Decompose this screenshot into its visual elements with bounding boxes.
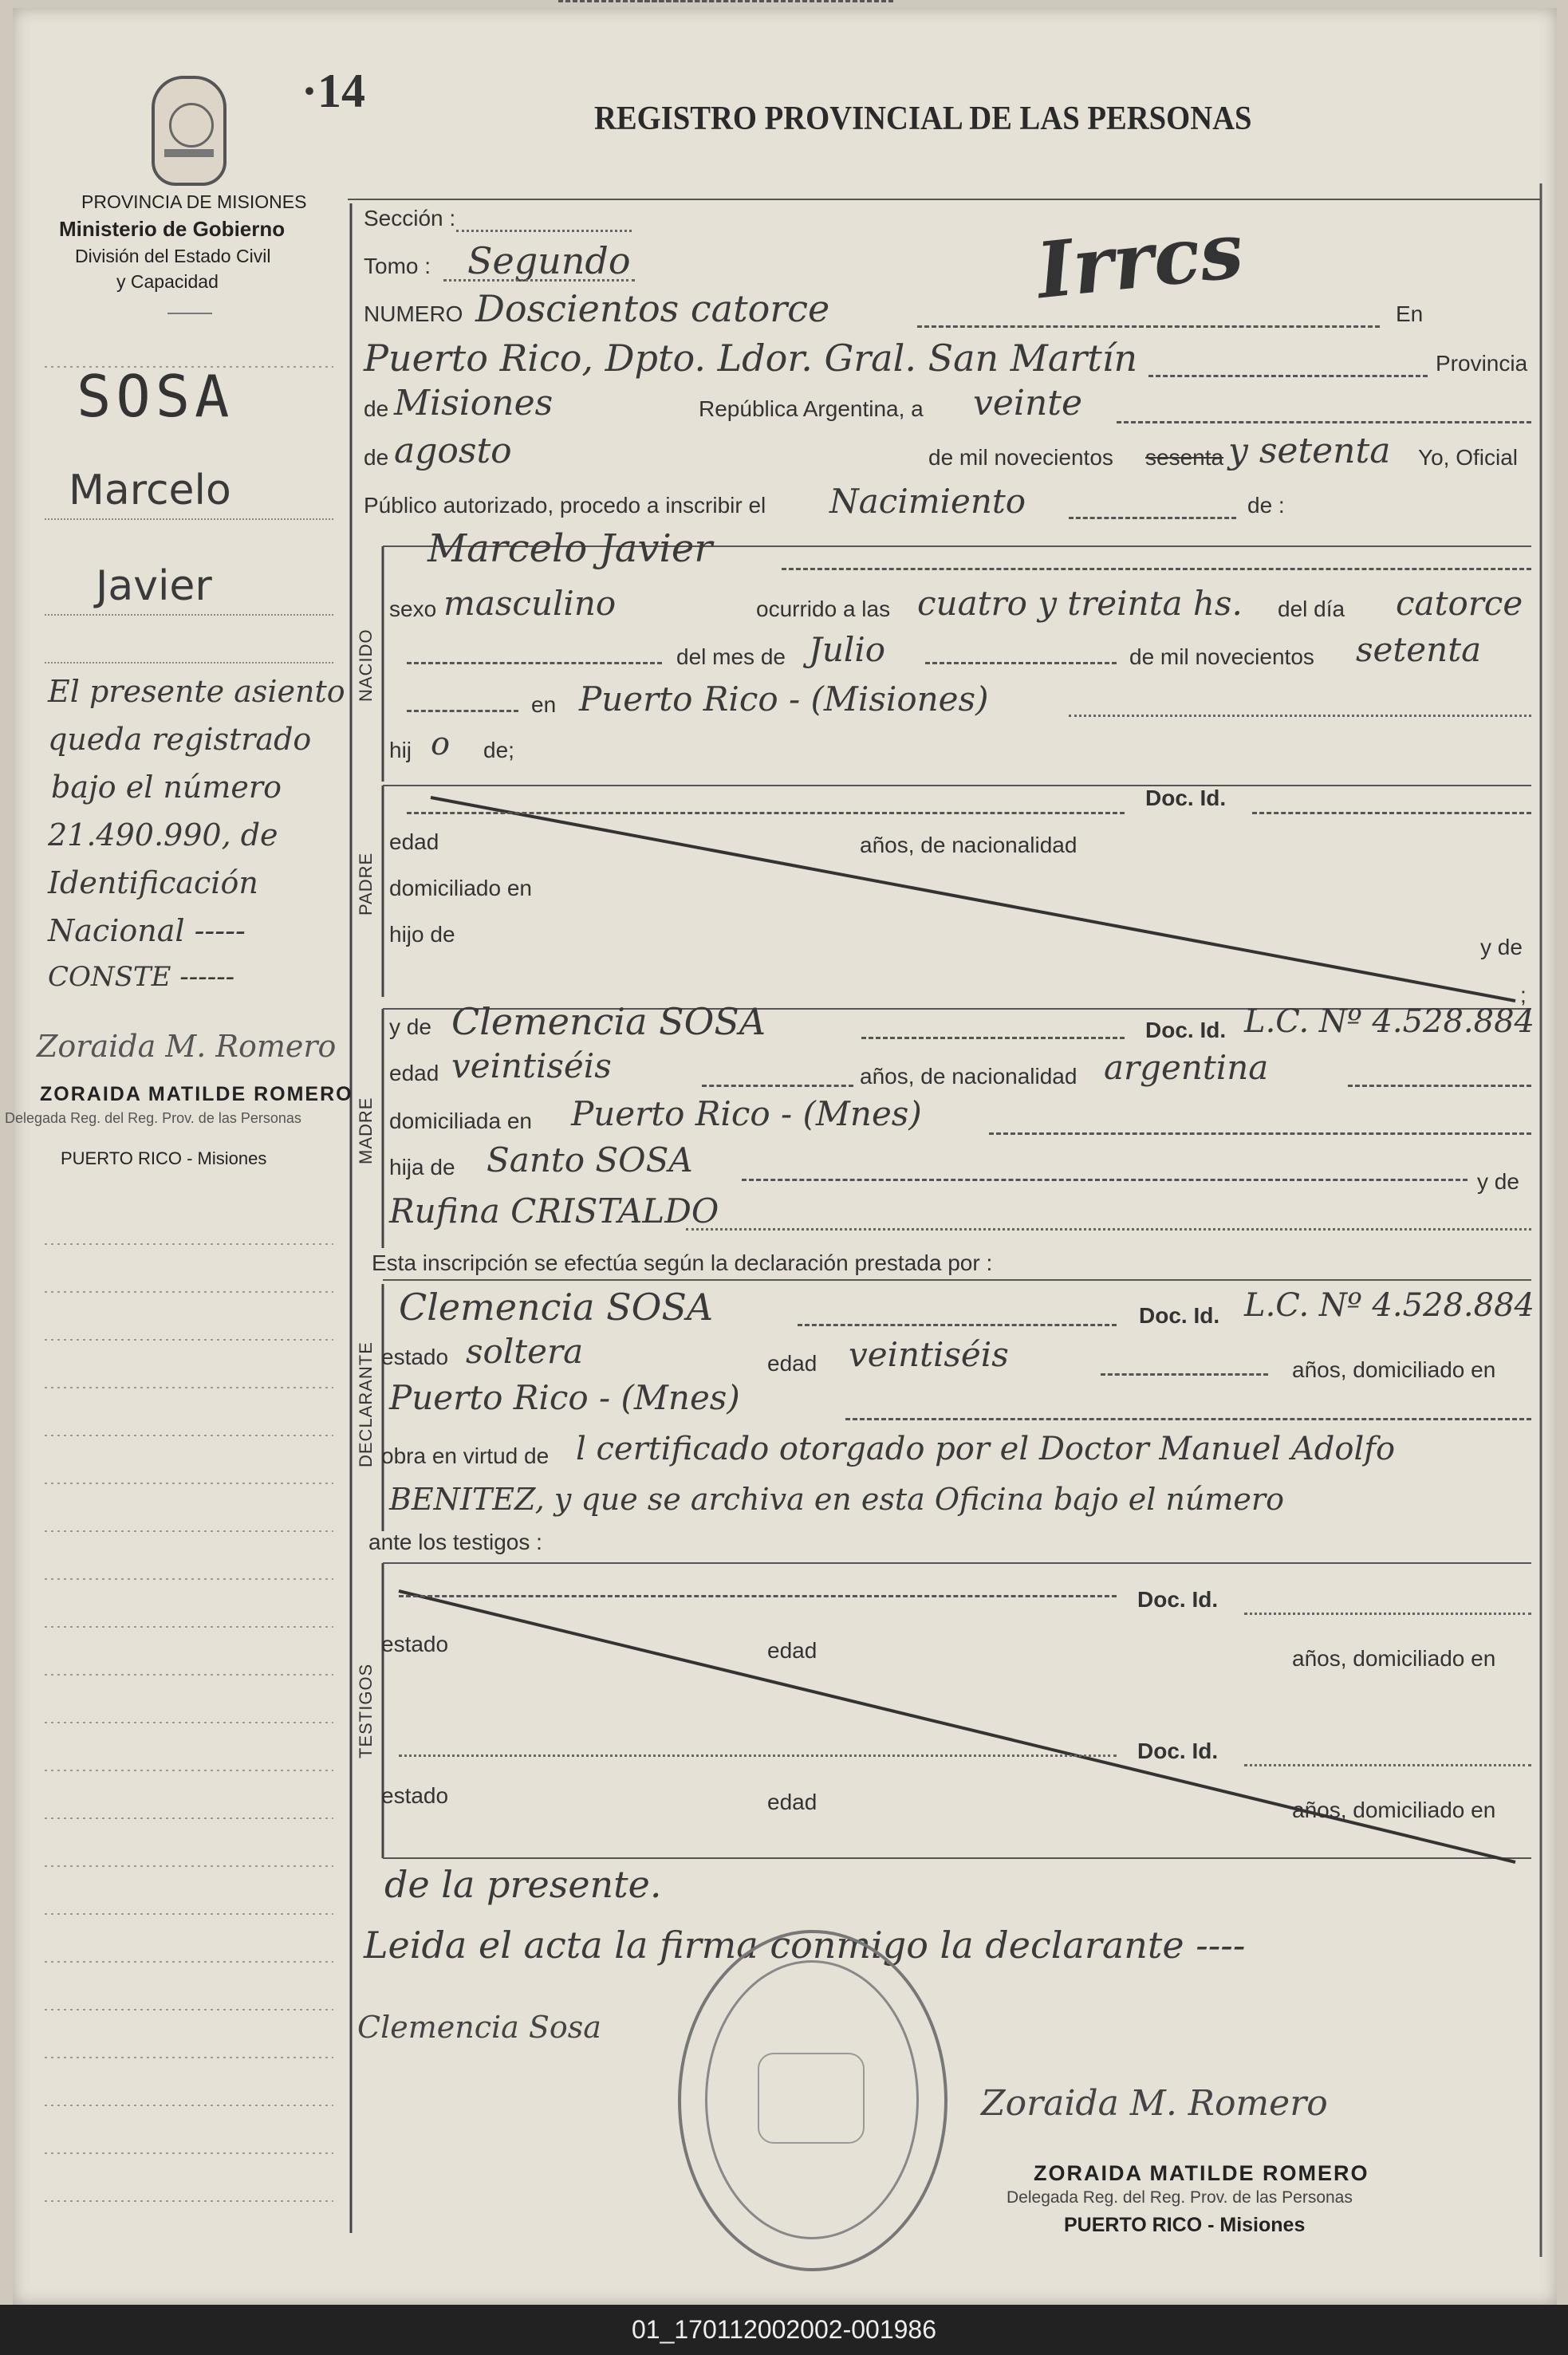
- madre-doc-label: Doc. Id.: [1145, 1018, 1227, 1042]
- margin-note-5: Identificación: [48, 865, 258, 900]
- padre-doc-label: Doc. Id.: [1145, 786, 1227, 810]
- ocurrido-label: ocurrido a las: [756, 597, 891, 621]
- seccion-label: Sección :: [364, 206, 456, 230]
- sexo-value: masculino: [443, 584, 617, 623]
- officer-place: PUERTO RICO - Misiones: [1064, 2214, 1306, 2236]
- testigo2-doc-label: Doc. Id.: [1137, 1739, 1219, 1763]
- mes-nacido-value: Julio: [809, 630, 886, 669]
- margin-note-2: queda registrado: [48, 722, 312, 757]
- margin-note-4: 21.490.990, de: [48, 817, 278, 853]
- testigos-section-label: TESTIGOS: [356, 1663, 376, 1758]
- publico-label: Público autorizado, procedo a inscribir el: [364, 493, 766, 518]
- mes-value: agosto: [394, 431, 512, 471]
- province-label: PROVINCIA DE MISIONES: [81, 191, 307, 212]
- mil-label: de mil novecientos: [928, 445, 1113, 470]
- madre-doc-value: L.C. Nº 4.528.884: [1244, 1003, 1535, 1040]
- margin-name2: Javier: [96, 562, 212, 610]
- padre-anios-label: años, de nacionalidad: [860, 833, 1078, 857]
- declarante-doc-label: Doc. Id.: [1139, 1303, 1220, 1328]
- margin-officer-name: ZORAIDA MATILDE ROMERO: [40, 1083, 353, 1105]
- margin-officer-place: PUERTO RICO - Misiones: [61, 1148, 267, 1168]
- top-signature: Irrcs: [1032, 204, 1247, 317]
- file-id-footer: 01_170112002002-001986: [0, 2305, 1568, 2355]
- acto-value: Nacimiento: [829, 482, 1026, 521]
- de-nacido-label: de;: [483, 738, 514, 762]
- testigo2-edad-label: edad: [767, 1790, 817, 1814]
- republica-label: República Argentina, a: [699, 396, 924, 421]
- margin-note-6: Nacional -----: [48, 913, 246, 948]
- declarante-doc-value: L.C. Nº 4.528.884: [1244, 1287, 1535, 1324]
- anio-nacido-value: setenta: [1356, 630, 1482, 669]
- margin-note-7: CONSTE ------: [48, 961, 235, 993]
- hij-value: o: [431, 726, 451, 762]
- de-label-2: de: [364, 445, 389, 470]
- margin-surname: SOSA: [77, 363, 234, 430]
- padre-semicolon: ;: [1520, 983, 1527, 1007]
- mes-label: del mes de: [676, 644, 786, 669]
- declarante-section-label: DECLARANTE: [356, 1341, 376, 1467]
- madre-padre-de-value: Santo SOSA: [487, 1140, 693, 1179]
- ministry-label: Ministerio de Gobierno: [59, 217, 286, 241]
- declarante-obra-2: BENITEZ, y que se archiva en esta Oficina bajo el número: [389, 1482, 1284, 1517]
- padre-hijo-label: hijo de: [389, 922, 455, 947]
- margin-note-1: El presente asiento: [48, 674, 345, 709]
- officer-signature: Zoraida M. Romero: [981, 2083, 1328, 2124]
- closing-line-1: de la presente.: [384, 1863, 662, 1906]
- yo-label: Yo, Oficial: [1418, 445, 1519, 470]
- division-label-2: y Capacidad: [116, 271, 219, 292]
- declarante-nombre: Clemencia SOSA: [399, 1286, 714, 1329]
- en-nacido-label: en: [531, 692, 557, 717]
- madre-domicilio-value: Puerto Rico - (Mnes): [571, 1094, 922, 1133]
- margin-note-3: bajo el número: [51, 770, 282, 805]
- testigo1-estado-label: estado: [381, 1632, 449, 1656]
- numero-label: NUMERO: [364, 301, 463, 326]
- madre-hija-label: hija de: [389, 1155, 455, 1179]
- provincia-label: Provincia: [1436, 351, 1528, 376]
- dia-value: veinte: [973, 383, 1083, 423]
- madre-domicilio-label: domiciliada en: [389, 1109, 532, 1133]
- declarant-signature: Clemencia Sosa: [357, 2010, 601, 2045]
- padre-edad-label: edad: [389, 829, 439, 854]
- tomo-label: Tomo :: [364, 254, 431, 278]
- madre-yde-label: y de: [389, 1014, 431, 1039]
- testigo2-estado-label: estado: [381, 1783, 449, 1808]
- de-label-3: de :: [1247, 493, 1285, 518]
- hij-label: hij: [389, 738, 412, 762]
- padre-section-label: PADRE: [356, 852, 376, 916]
- declarante-intro: Esta inscripción se efectúa según la declaración prestada por :: [372, 1250, 993, 1275]
- testigo1-doc-label: Doc. Id.: [1137, 1587, 1219, 1612]
- margin-officer-signature: Zoraida M. Romero: [37, 1029, 337, 1064]
- testigo1-anios-label: años, domiciliado en: [1292, 1646, 1496, 1671]
- declarante-anios-label: años, domiciliado en: [1292, 1357, 1496, 1382]
- numero-value: Doscientos catorce: [475, 287, 830, 330]
- margin-officer-role: Delegada Reg. del Reg. Prov. de las Personas: [5, 1110, 301, 1126]
- declarante-edad-value: veintiséis: [849, 1335, 1009, 1374]
- padre-yde-label: y de: [1480, 935, 1523, 959]
- division-label: División del Estado Civil: [75, 246, 271, 266]
- declarante-estado-value: soltera: [466, 1332, 584, 1371]
- hora-value: cuatro y treinta hs.: [917, 584, 1243, 623]
- testigo2-anios-label: años, domiciliado en: [1292, 1798, 1496, 1822]
- en-label: En: [1396, 301, 1424, 326]
- nacido-section-label: NACIDO: [356, 628, 376, 702]
- tomo-value: Segundo: [467, 239, 631, 282]
- anio-value: y setenta: [1228, 431, 1391, 471]
- testigos-intro: ante los testigos :: [368, 1530, 542, 1554]
- madre-edad-label: edad: [389, 1061, 439, 1085]
- testigo1-edad-label: edad: [767, 1638, 817, 1663]
- officer-role: Delegada Reg. del Reg. Prov. de las Personas: [1007, 2188, 1353, 2207]
- margin-name1: Marcelo: [69, 467, 231, 514]
- sexo-label: sexo: [389, 597, 437, 621]
- lugar-value: Puerto Rico, Dpto. Ldor. Gral. San Martín: [364, 337, 1138, 380]
- declarante-domicilio-value: Puerto Rico - (Mnes): [389, 1378, 740, 1417]
- dia-nacido-value: catorce: [1396, 584, 1523, 623]
- mil-nacido-label: de mil novecientos: [1129, 644, 1314, 669]
- padre-domicilio-label: domiciliado en: [389, 876, 532, 900]
- page-title: REGISTRO PROVINCIAL DE LAS PERSONAS: [594, 100, 1252, 137]
- declarante-estado-label: estado: [381, 1345, 449, 1369]
- madre-nombre: Clemencia SOSA: [451, 1000, 766, 1043]
- madre-edad-value: veintiséis: [451, 1046, 612, 1085]
- declarante-edad-label: edad: [767, 1351, 817, 1376]
- officer-name: ZORAIDA MATILDE ROMERO: [1034, 2161, 1369, 2185]
- del-dia-label: del día: [1278, 597, 1345, 621]
- madre-yde2-label: y de: [1477, 1169, 1519, 1194]
- lugar-nacido-value: Puerto Rico - (Misiones): [579, 679, 989, 719]
- tachado-label: sesenta: [1145, 445, 1224, 470]
- official-seal-icon: [678, 1930, 947, 2271]
- madre-anios-label: años, de nacionalidad: [860, 1064, 1078, 1089]
- declarante-obra-1: l certificado otorgado por el Doctor Manuel Adolfo: [576, 1431, 1396, 1467]
- page-number: ·14: [301, 65, 366, 117]
- madre-madre-de-value: Rufina CRISTALDO: [389, 1191, 719, 1231]
- declarante-obra-label: obra en virtud de: [381, 1443, 550, 1468]
- provincia-value: Misiones: [394, 383, 554, 423]
- de-label: de: [364, 396, 389, 421]
- coat-of-arms-icon: [152, 76, 227, 186]
- short-rule: [167, 313, 212, 314]
- closing-line-2: Leida el acta la firma conmigo la declarante ----: [364, 1924, 1246, 1967]
- madre-section-label: MADRE: [356, 1097, 376, 1164]
- madre-nacionalidad-value: argentina: [1104, 1048, 1269, 1087]
- nacido-nombre: Marcelo Javier: [427, 526, 713, 571]
